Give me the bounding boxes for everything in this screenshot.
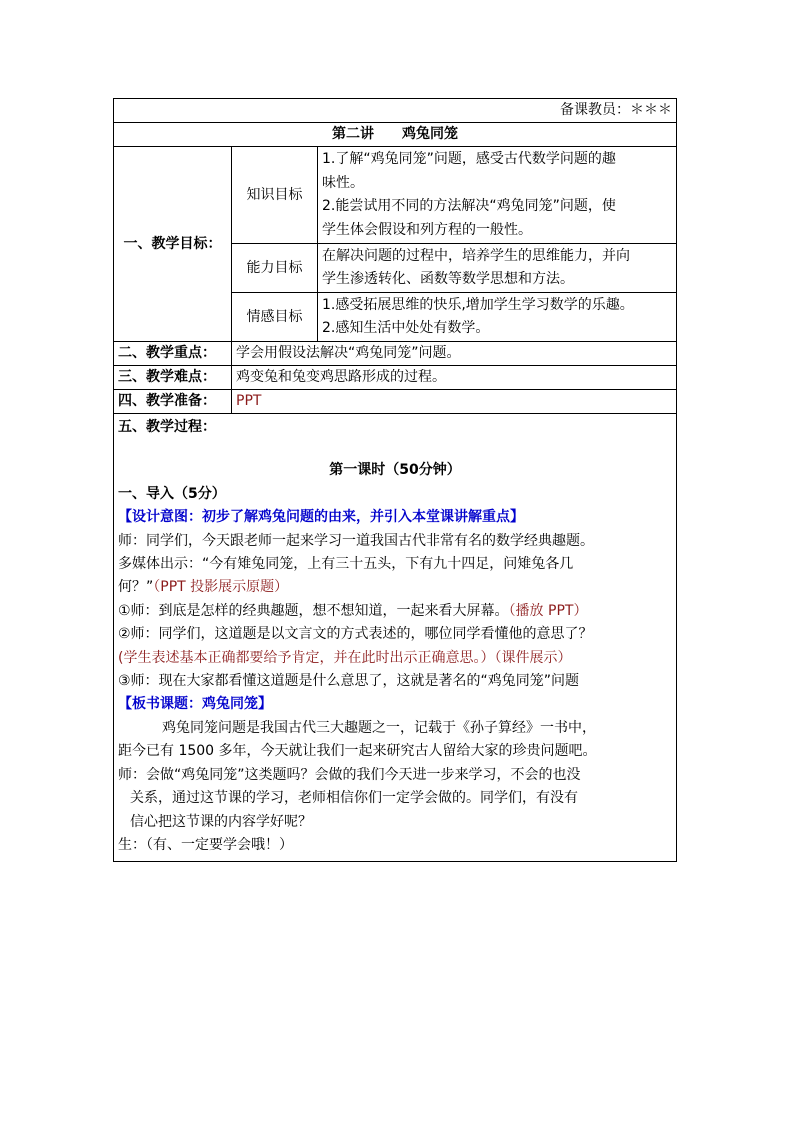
process-line: 距今已有 1500 多年，今天就让我们一起来研究古人留给大家的珍贵问题吧。 xyxy=(118,743,597,760)
preparation-text: PPT xyxy=(232,390,677,414)
lesson-plan-table xyxy=(113,98,677,862)
objectives-label: 一、教学目标： xyxy=(114,147,232,342)
intro-heading: 一、导入（5分） xyxy=(118,485,226,502)
process-note: （播放 PPT） xyxy=(508,602,588,619)
process-note: (学生表述基本正确都要给予肯定，并在此时出示正确意思。） xyxy=(118,649,495,666)
objective-text-knowledge xyxy=(318,147,677,244)
process-label: 五、教学过程： xyxy=(118,419,216,435)
process-line: 师：同学们，今天跟老师一起来学习一道我国古代非常有名的数学经典趣题。 xyxy=(118,532,594,549)
objective-line: 1.感受拓展思维的快乐,增加学生学习数学的乐趣。 xyxy=(322,296,634,313)
objective-line: 2.感知生活中处处有数学。 xyxy=(322,320,490,336)
process-line xyxy=(118,600,672,623)
preparation-row xyxy=(114,390,677,414)
objective-line: 学生体会假设和列方程的一般性。 xyxy=(322,221,532,238)
objective-line: 在解决问题的过程中，培养学生的思维能力，并向 xyxy=(322,247,630,264)
process-row xyxy=(114,414,677,862)
design-intent: 【设计意图：初步了解鸡兔问题的由来，并引入本堂课讲解重点】 xyxy=(118,509,524,526)
teacher-label: 备课教员：＊＊＊ xyxy=(114,99,677,123)
key-point-text: 学会用假设法解决“鸡兔同笼”问题。 xyxy=(232,342,677,366)
difficulty-row xyxy=(114,366,677,390)
board-title: 【板书课题：鸡兔同笼】 xyxy=(118,696,272,713)
process-line-text: （课件展示） xyxy=(494,649,572,666)
preparation-label: 四、教学准备： xyxy=(114,390,232,414)
process-line: 关系，通过这节课的学习，老师相信你们一定学会做的。同学们，有没有 xyxy=(130,790,578,807)
process-line: 多媒体出示：“今有雉兔同笼，上有三十五头，下有九十四足，问雉兔各几 xyxy=(118,556,574,573)
objective-line: 味性。 xyxy=(322,174,364,191)
process-line xyxy=(118,576,672,599)
objective-row-knowledge xyxy=(114,147,677,244)
process-line-text: 何？” xyxy=(118,579,154,596)
objective-name-ability: 能力目标 xyxy=(232,244,318,293)
key-point-label: 二、教学重点： xyxy=(114,342,232,366)
lesson-title: 第二讲 鸡兔同笼 xyxy=(114,123,677,147)
process-line-text: ①师：到底是怎样的经典趣题，想不想知道，一起来看大屏幕。 xyxy=(118,602,509,619)
process-line: 生：（有、一定要学会哦！） xyxy=(118,836,293,853)
process-line: 信心把这节课的内容学好呢？ xyxy=(130,813,312,830)
header-row xyxy=(114,99,677,123)
difficulty-label: 三、教学难点： xyxy=(114,366,232,390)
session-title: 第一课时（50分钟） xyxy=(329,462,461,479)
process-line: ③师：现在大家都看懂这道题是什么意思了，这就是著名的“鸡兔同笼”问题 xyxy=(118,673,580,690)
objective-line: 学生渗透转化、函数等数学思想和方法。 xyxy=(322,271,574,287)
process-line: ②师：同学们，这道题是以文言文的方式表述的，哪位同学看懂他的意思了？ xyxy=(118,626,593,643)
process-line xyxy=(118,647,672,670)
process-line: 鸡兔同笼问题是我国古代三大趣题之一，记载于《孙子算经》一书中， xyxy=(162,719,596,736)
objective-text-ability xyxy=(318,244,677,293)
objective-name-emotion: 情感目标 xyxy=(232,293,318,342)
objective-name-knowledge: 知识目标 xyxy=(232,147,318,244)
process-line: 师：会做“鸡兔同笼”这类题吗？会做的我们今天进一步来学习，不会的也没 xyxy=(118,766,581,783)
blank-line xyxy=(118,439,672,459)
objective-text-emotion xyxy=(318,293,677,342)
key-point-row xyxy=(114,342,677,366)
objective-line: 1.了解“鸡兔同笼”问题，感受古代数学问题的趣 xyxy=(322,151,616,167)
difficulty-text: 鸡变兔和兔变鸡思路形成的过程。 xyxy=(232,366,677,390)
title-row xyxy=(114,123,677,147)
process-cell xyxy=(114,414,677,862)
objective-line: 2.能尝试用不同的方法解决“鸡兔同笼”问题，使 xyxy=(322,198,616,214)
process-note: （PPT 投影展示原题） xyxy=(153,579,289,596)
